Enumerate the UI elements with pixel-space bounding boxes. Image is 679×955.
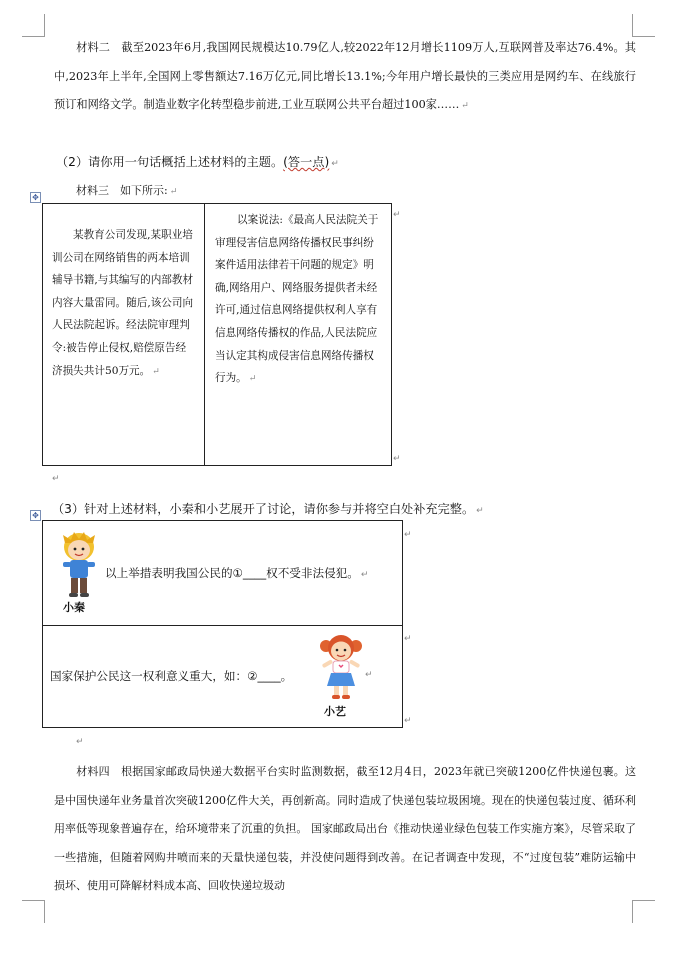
question2-text: （2）请你用一句话概括上述材料的主题。 [56,155,284,169]
speaker2-line[interactable] [50,668,292,684]
paragraph-mark-icon: ↵ [393,210,401,220]
question2-line[interactable] [56,153,339,170]
speaker1-line-text: 以上举措表明我国公民的①____权不受非法侵犯。 [105,566,359,580]
paragraph-mark-icon: ↵ [248,374,257,385]
paragraph-mark-icon: ↵ [360,570,369,580]
table-move-anchor-icon[interactable]: ✥ [30,192,41,203]
paragraph-mark-icon: ↵ [461,101,469,111]
boy-figure-icon [57,531,101,601]
crop-mark-bottom-right [632,900,655,923]
crop-mark-bottom-left [22,900,45,923]
table-move-anchor-icon[interactable]: ✥ [30,510,41,521]
speaker2-line-text: 国家保护公民这一权利意义重大，如：②____。 [50,669,293,683]
material3-intro [76,182,177,198]
case-right-text: 以案说法:《最高人民法院关于审理侵害信息网络传播权民事纠纷案件适用法律若干问题的规定》明确,网络用户、网络服务提供者未经许可,通过信息网络提供权利人享有信息网络传播权的作品,人民法院应当认定其构成侵害信息网络传播权行为。 [215,214,379,385]
speaker1-name: 小秦 [63,601,85,614]
discussion-row-xiaoqin[interactable] [43,521,402,626]
material4-paragraph[interactable] [54,758,636,901]
paragraph-mark-icon: ↵ [476,506,484,516]
case-table-right-cell[interactable] [205,204,391,465]
speaker2-name: 小艺 [324,705,346,718]
case-table-left-cell[interactable] [43,204,205,465]
paragraph-mark-icon: ↵ [393,454,401,464]
paragraph-mark-icon: ↵ [331,159,339,169]
case-left-text: 某教育公司发现,某职业培训公司在网络销售的两本培训辅导书籍,与其编写的内部教材内容大量雷同。随后,该公司向人民法院起诉。经法院审理判令:被告停止侵权,赔偿原告经济损失共计50万元。 [52,229,194,377]
question2-note: (答一点) [283,155,330,169]
material2-paragraph[interactable] [54,34,636,121]
paragraph-mark-icon: ↵ [404,716,412,726]
paragraph-mark-icon: ↵ [404,634,412,644]
question3-line[interactable] [52,500,484,517]
speaker1-line[interactable] [105,565,368,581]
question3-text: （3）针对上述材料，小秦和小艺展开了讨论，请你参与并将空白处补充完整。 [52,502,475,516]
material4-text: 材料四 根据国家邮政局快递大数据平台实时监测数据，截至12月4日，2023年就已突破1200亿件快递包裹。这是中国快递年业务量首次突破1200亿件大关，再创新高。同时造成了快递包装垃圾困境。现在的快递包装过度、循环利用率低等现象普遍存在，给环境带来了沉重的负担。 国家邮政局出台《推动快递业绿色包装工作实施方案》，尽管采取了一些措施，但随着网购井喷而来的天量快递包装，并没使问题得到改善。在记者调查中发现，不“过度包装”难防运输中损坏、使用可降解材料成本高、回收快递垃圾动 [54,765,636,892]
paragraph-mark-icon: ↵ [52,474,60,484]
crop-mark-top-left [22,14,45,37]
paragraph-mark-icon: ↵ [365,670,373,680]
paragraph-mark-icon: ↵ [404,530,412,540]
girl-figure-icon [317,632,365,702]
material3-intro-text: 材料三 如下所示: [76,184,168,197]
discussion-row-xiaoyi[interactable] [43,626,402,727]
discussion-table[interactable] [42,520,403,728]
paragraph-mark-icon: ↵ [76,737,84,747]
case-table[interactable] [42,203,392,466]
material2-text: 材料二 截至2023年6月,我国网民规模达10.79亿人,较2022年12月增长1109万人,互联网普及率达76.4%。其中,2023年上半年,全国网上零售额达7.16万亿元,同比增长13.1%;今年用户增长最快的三类应用是网约车、在线旅行预订和网络文学。制造业数字化转型稳步前进,工业互联网公共平台超过100家…… [54,41,636,111]
paragraph-mark-icon: ↵ [169,187,178,197]
paragraph-mark-icon: ↵ [152,366,160,377]
